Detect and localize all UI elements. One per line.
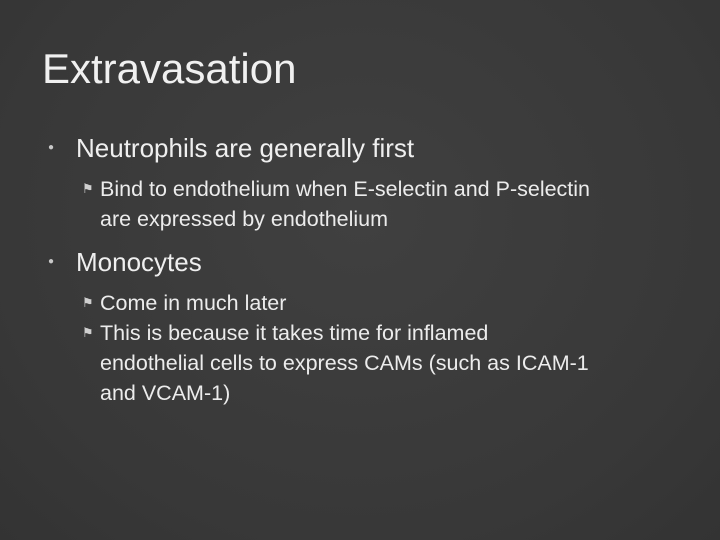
- sub-bullet-item: [0, 288, 720, 318]
- bullet-text: Monocytes: [76, 247, 202, 277]
- flag-bullet-icon: ⚑: [82, 325, 94, 340]
- sub-bullet-text: This is because it takes time for inflamed endothelial cells to express CAMs (such as ICAM-1 and VCAM-1): [100, 321, 589, 405]
- sub-bullet-item: [0, 174, 720, 234]
- bullet-text: Neutrophils are generally first: [76, 133, 415, 163]
- sub-bullet-item: [0, 318, 720, 408]
- sub-bullet-text: Come in much later: [100, 291, 287, 315]
- flag-bullet-icon: ⚑: [82, 181, 94, 196]
- bullet-group: [0, 242, 720, 408]
- sub-bullet-text: Bind to endothelium when E-selectin and P-selectin are expressed by endothelium: [100, 177, 591, 231]
- slide-title: Extravasation: [42, 45, 297, 92]
- small-dot-icon: ●: [48, 142, 55, 153]
- bullet-item: [0, 128, 720, 168]
- slide-content: [0, 128, 720, 416]
- flag-bullet-icon: ⚑: [82, 295, 94, 310]
- bullet-group: [0, 128, 720, 234]
- bullet-item: [0, 242, 720, 282]
- small-dot-icon: ●: [48, 256, 55, 267]
